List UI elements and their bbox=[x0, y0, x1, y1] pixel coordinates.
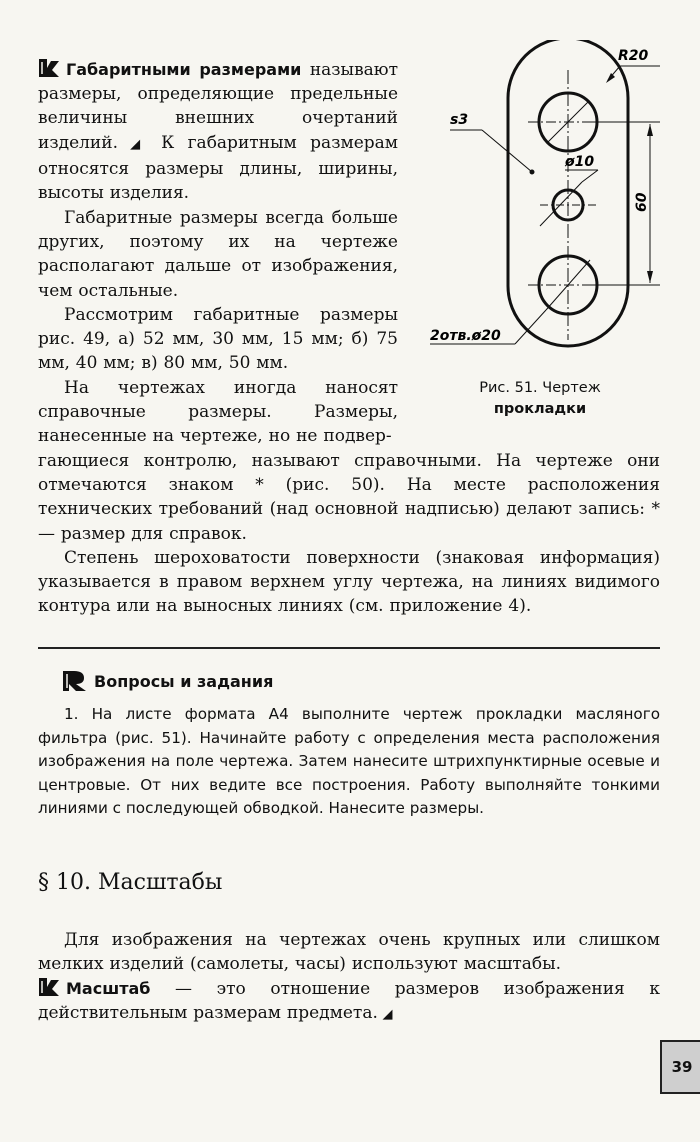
question-item-1: 1. На листе формата А4 выполните чертеж прокладки масляного фильтра (рис. 51). Начинайте работу с определения места расположения изображения на поле чертежа. Затем нанесите штрихпунктирные осевые и центровые. От них ведите все построения. Работу выполняйте тонкими линиями с последующей обводкой. Нанесите размеры. bbox=[38, 705, 660, 817]
questions-marker-icon bbox=[62, 670, 88, 692]
figure-caption: Рис. 51. Чертеж прокладки bbox=[479, 380, 601, 417]
term-scale: Масштаб bbox=[66, 979, 151, 998]
label-60: 60 bbox=[634, 192, 650, 212]
paragraph-placement: Габаритные размеры всегда больше других, поэтому их на чертеже располагают дальше от изображения, чем остальные. bbox=[38, 208, 398, 301]
paragraph-definition-scale: Масштаб — это отношение размеров изображения к действительным размерам предмета. ◢ bbox=[38, 979, 660, 1024]
label-d10: ø10 bbox=[565, 154, 595, 170]
label-s3: s3 bbox=[450, 112, 469, 128]
definition-marker-icon bbox=[38, 58, 60, 78]
paragraph-reference-dimensions-start: На чертежах иногда наносят справочные размеры. Размеры, нанесенные на чертеже, но не подвер- bbox=[38, 378, 398, 447]
paragraph-roughness: Степень шероховатости поверхности (знаковая информация) указывается в правом верхнем углу чертежа, на линиях видимого контура или на выносных линиях (см. приложение 4). bbox=[38, 548, 660, 617]
paragraph-examples: Рассмотрим габаритные размеры рис. 49, а) 52 мм, 30 мм, 15 мм; б) 75 мм, 40 мм; в) 80 мм, 50 мм. bbox=[38, 305, 398, 374]
section-divider bbox=[38, 647, 660, 649]
label-r20: R20 bbox=[618, 48, 649, 64]
definition-marker-icon bbox=[38, 977, 60, 997]
questions-heading: Вопросы и задания bbox=[62, 670, 273, 692]
page-number: 39 bbox=[660, 1040, 700, 1094]
end-definition-triangle-icon: ◢ bbox=[377, 1007, 393, 1023]
term-overall-dimensions: Габаритными размерами bbox=[66, 60, 302, 79]
end-definition-triangle-icon: ◢ bbox=[118, 136, 148, 152]
label-holes: 2отв.ø20 bbox=[430, 328, 501, 344]
paragraph-reference-dimensions-end: гающиеся контролю, называют справочными. На чертеже они отмечаются знаком * (рис. 50). На месте расположения технических требований (над основной надписью) делают запись: * — размер для справок. bbox=[38, 451, 660, 544]
gasket-drawing bbox=[420, 40, 670, 375]
section-title: § 10. Масштабы bbox=[38, 870, 223, 895]
paragraph-definition-overall-dimensions: Габаритными размерами называют размеры, определяющие предельные величины внешних очертаний изделий. ◢ К габаритным размерам относятся размеры длины, ширины, высоты изделия. bbox=[38, 60, 398, 204]
paragraph-scales-intro: Для изображения на чертежах очень крупных или слишком мелких изделий (самолеты, часы) используют масштабы. bbox=[38, 930, 660, 975]
